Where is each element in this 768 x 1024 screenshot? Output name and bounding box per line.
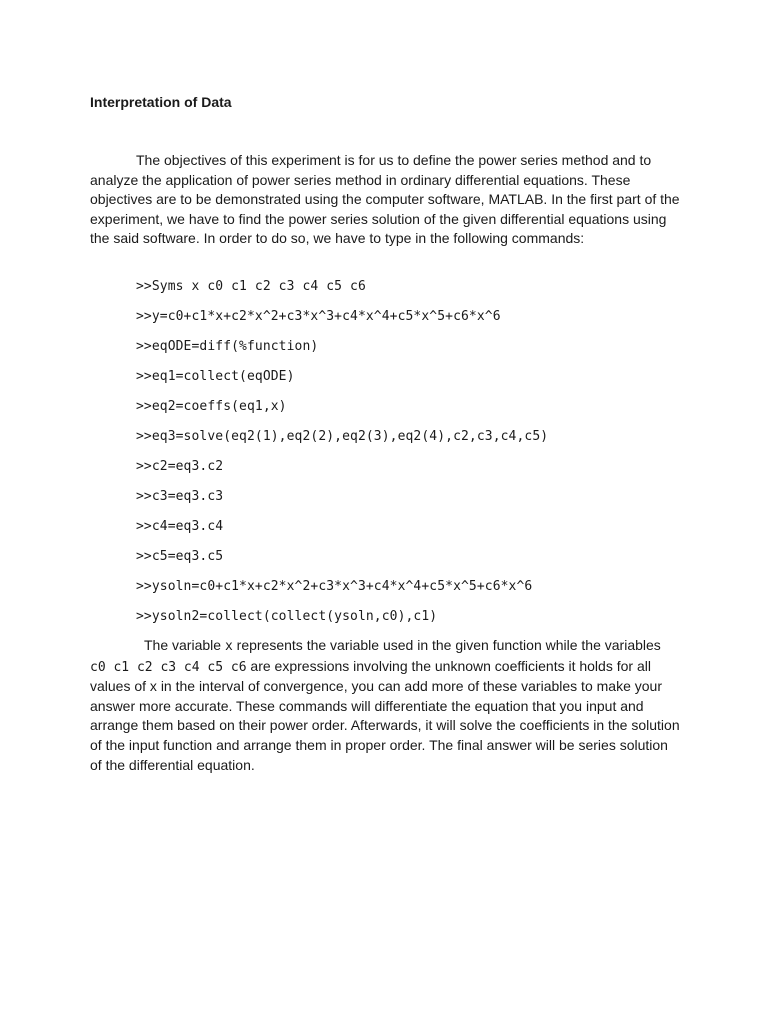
- explanation-text-1: The variable: [144, 637, 225, 653]
- command-line: >>y=c0+c1*x+c2*x^2+c3*x^3+c4*x^4+c5*x^5+c6*x^6: [136, 309, 501, 324]
- command-line: >>ysoln2=collect(collect(ysoln,c0),c1): [136, 609, 438, 624]
- explanation-text-2: represents the variable used in the given function while the variables: [232, 637, 661, 653]
- command-line: >>eqODE=diff(%function): [136, 339, 319, 354]
- intro-paragraph: [90, 151, 680, 249]
- section-heading: Interpretation of Data: [90, 94, 232, 110]
- explanation-paragraph: [90, 636, 680, 775]
- variable-list: c0 c1 c2 c3 c4 c5 c6: [90, 659, 247, 675]
- command-line: >>c4=eq3.c4: [136, 519, 224, 534]
- command-line: >>c3=eq3.c3: [136, 489, 224, 504]
- explanation-text-3: are expressions involving the unknown coefficients it holds for all values of x in the interval of convergence, you can add more of these variables to make your answer more accurate. These commands will differentiate the equation that you input and arrange them based on their power order. Afterwards, it will solve the coefficients in the solution of the input function and arrange them in proper order. The final answer will be series solution of the differential equation.: [90, 657, 680, 773]
- command-line: >>eq2=coeffs(eq1,x): [136, 399, 287, 414]
- command-line: >>c2=eq3.c2: [136, 459, 224, 474]
- command-line: >>c5=eq3.c5: [136, 549, 224, 564]
- command-line: >>eq3=solve(eq2(1),eq2(2),eq2(3),eq2(4),c2,c3,c4,c5): [136, 429, 549, 444]
- command-line: >>Syms x c0 c1 c2 c3 c4 c5 c6: [136, 279, 366, 294]
- command-line: >>eq1=collect(eqODE): [136, 369, 295, 384]
- command-line: >>ysoln=c0+c1*x+c2*x^2+c3*x^3+c4*x^4+c5*x^5+c6*x^6: [136, 579, 533, 594]
- command-list: [136, 276, 548, 636]
- variable-x: x: [224, 639, 233, 654]
- intro-paragraph-text: The objectives of this experiment is for us to define the power series method and to analyze the application of power series method in ordinary differential equations. These objectives are to be demonstrated using the computer software, MATLAB. In the first part of the experiment, we have to find the power series solution of the given differential equations using the said software. In order to do so, we have to type in the following commands:: [90, 152, 680, 247]
